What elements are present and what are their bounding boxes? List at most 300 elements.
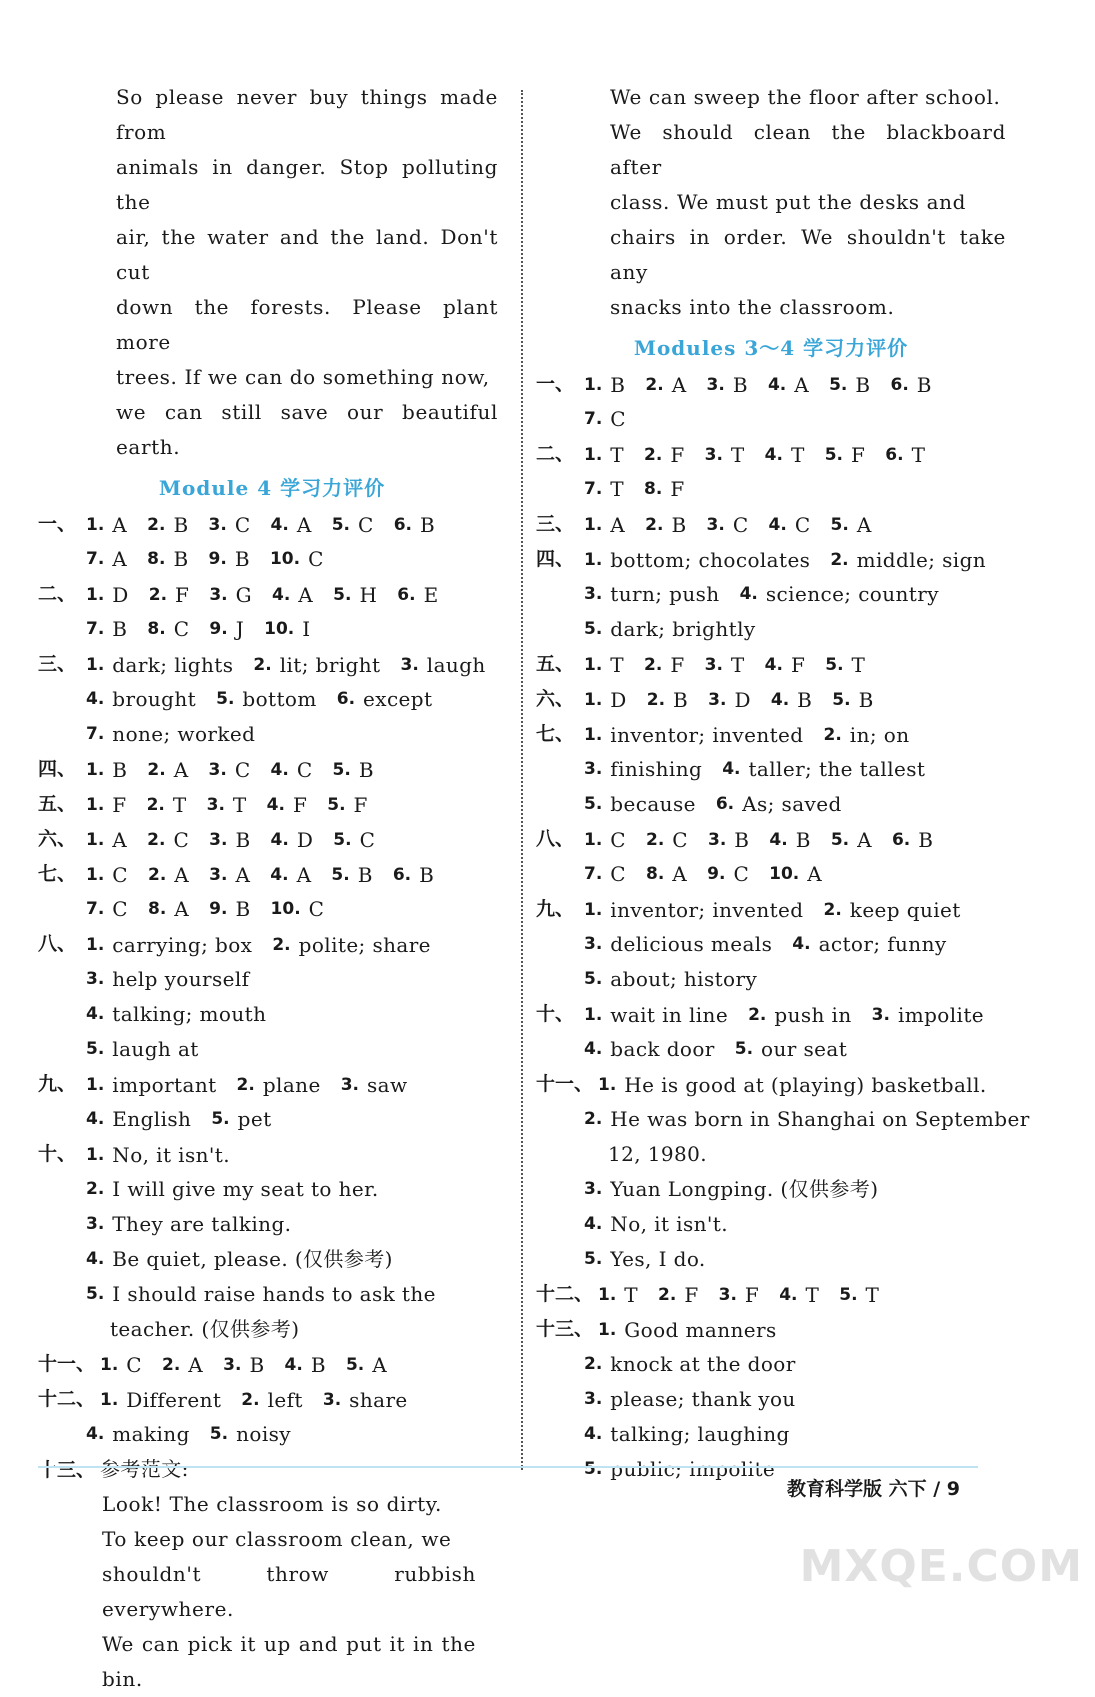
answer-items	[86, 753, 506, 788]
answer-items	[598, 1068, 1007, 1103]
answer-row	[536, 437, 1006, 472]
question-number: 3.	[86, 969, 105, 989]
section-number: 一、	[38, 513, 77, 535]
answer-row	[38, 1382, 506, 1417]
question-number: 2.	[646, 690, 666, 710]
page-footer: 教育科学版 六下 / 9	[786, 1478, 960, 1500]
question-number: 8.	[646, 864, 665, 884]
answer-text: saw	[366, 1073, 408, 1097]
answer-items	[584, 962, 1006, 997]
answer-items	[86, 1242, 506, 1277]
answer-text: J	[235, 617, 245, 641]
answer-text: Good manners	[624, 1318, 777, 1342]
column-divider	[521, 90, 523, 1470]
answer-row	[536, 892, 1006, 927]
question-number: 6.	[336, 689, 356, 709]
answer-text: T	[730, 653, 745, 677]
question-number: 4.	[584, 1214, 603, 1234]
answer-text: dark; brightly	[610, 617, 756, 641]
answer-row	[536, 1172, 1006, 1207]
answer-text: Yuan Longping. (仅供参考)	[610, 1177, 879, 1201]
answer-text: laugh at	[112, 1037, 199, 1061]
answer-items	[584, 648, 1006, 683]
question-number: 1.	[100, 1390, 119, 1410]
answer-text: knock at the door	[610, 1352, 796, 1376]
question-number: 5.	[332, 760, 351, 780]
answer-text: B	[112, 617, 128, 641]
question-number: 7.	[86, 724, 105, 744]
section-title-module-4: Module 4 学习力评价	[158, 476, 386, 500]
answer-items	[100, 1383, 506, 1418]
answer-items	[584, 683, 1006, 718]
answer-text: back door	[610, 1037, 715, 1061]
question-number: 3.	[584, 759, 603, 779]
answer-text: T	[610, 477, 625, 501]
section-number: 七、	[536, 723, 575, 745]
question-number: 5.	[327, 795, 346, 815]
text-line: We can pick it up and put it in the bin.	[102, 1632, 476, 1691]
answer-text: B	[671, 513, 687, 537]
answer-text: A	[671, 373, 687, 397]
answer-row	[38, 1452, 506, 1487]
answer-text: He is good at (playing) basketball.	[624, 1073, 987, 1097]
question-number: 2.	[147, 515, 166, 535]
question-number: 5.	[584, 969, 603, 989]
answer-text: please; thank you	[610, 1387, 796, 1411]
answer-row	[38, 542, 506, 577]
answer-items	[86, 508, 506, 543]
answer-continuation: teacher. (仅供参考)	[110, 1317, 300, 1341]
answer-row	[536, 752, 1006, 787]
question-number: 3.	[704, 445, 723, 465]
question-number: 7.	[86, 899, 105, 919]
question-number: 2.	[147, 760, 166, 780]
answer-text: brought	[112, 687, 197, 711]
answer-items	[584, 893, 1006, 928]
answer-text: plane	[262, 1073, 321, 1097]
answer-text: B	[234, 547, 250, 571]
answer-text: No, it isn't.	[112, 1143, 230, 1167]
section-number: 二、	[536, 443, 575, 465]
answer-items	[584, 998, 1006, 1033]
answer-text: B	[610, 373, 626, 397]
question-number: 4.	[779, 1285, 798, 1305]
question-number: 6.	[885, 445, 904, 465]
question-number: 3.	[584, 1179, 603, 1199]
question-number: 4.	[584, 1424, 603, 1444]
question-number: 5.	[839, 1285, 858, 1305]
question-number: 10.	[270, 899, 301, 919]
text-line: shouldn't throw rubbish everywhere.	[102, 1562, 476, 1621]
question-number: 2.	[147, 830, 166, 850]
answer-text: inventor; invented	[610, 723, 804, 747]
question-number: 5.	[584, 1249, 603, 1269]
question-number: 3.	[584, 1389, 603, 1409]
question-number: 4.	[270, 865, 289, 885]
answer-row	[38, 1137, 506, 1172]
question-number: 2.	[162, 1355, 181, 1375]
question-number: 7.	[584, 479, 603, 499]
answer-text: A	[857, 828, 872, 852]
answer-row	[38, 1067, 506, 1102]
question-number: 5.	[333, 830, 352, 850]
answer-row	[536, 857, 1006, 892]
answer-items	[584, 752, 1006, 787]
question-number: 4.	[266, 795, 285, 815]
question-number: 5.	[209, 1424, 229, 1444]
question-number: 1.	[86, 760, 105, 780]
question-number: 1.	[86, 865, 105, 885]
answer-row	[38, 962, 506, 997]
answer-row	[536, 822, 1006, 857]
question-number: 8.	[148, 899, 167, 919]
question-number: 5.	[331, 515, 350, 535]
question-number: 9.	[208, 549, 227, 569]
answer-row	[38, 1347, 506, 1382]
answer-text: He was born in Shanghai on September	[610, 1107, 1030, 1131]
answer-items	[86, 1172, 506, 1207]
answer-text: carrying; box	[112, 933, 253, 957]
question-number: 1.	[584, 690, 603, 710]
question-number: 1.	[584, 655, 603, 675]
question-number: 4.	[764, 445, 783, 465]
question-number: 2.	[658, 1285, 677, 1305]
answer-text: F	[851, 443, 866, 467]
answer-items	[86, 682, 506, 717]
answer-row	[38, 857, 506, 892]
section-number: 十、	[536, 1003, 575, 1025]
answer-items	[86, 648, 506, 683]
question-number: 5.	[734, 1039, 754, 1059]
answer-items	[86, 997, 506, 1032]
question-number: 5.	[345, 1355, 365, 1375]
left-column	[38, 80, 506, 1697]
answer-text: share	[349, 1388, 408, 1412]
answer-text: B	[673, 688, 689, 712]
answer-text: B	[235, 897, 251, 921]
answer-items	[584, 1242, 1006, 1277]
answer-text: A	[235, 863, 251, 887]
question-number: 1.	[584, 375, 603, 395]
question-number: 10.	[769, 864, 800, 884]
answer-text: G	[235, 583, 252, 607]
answer-text: turn; push	[610, 582, 720, 606]
answer-text: B	[797, 688, 813, 712]
question-number: 3.	[400, 655, 419, 675]
answer-text: A	[174, 897, 190, 921]
answer-text: C	[173, 828, 190, 852]
section-number: 四、	[38, 758, 77, 780]
section-number: 五、	[536, 653, 575, 675]
answer-row	[38, 787, 506, 822]
text-line: Look! The classroom is so dirty.	[102, 1492, 442, 1516]
question-number: 5.	[211, 1109, 230, 1129]
right-answer-list	[536, 367, 1030, 1487]
answer-text: laugh	[426, 653, 486, 677]
question-number: 3.	[871, 1005, 890, 1025]
question-number: 1.	[86, 1075, 105, 1095]
answer-text: inventor; invented	[610, 898, 804, 922]
question-number: 1.	[86, 655, 105, 675]
question-number: 1.	[584, 725, 603, 745]
answer-text: C	[359, 828, 376, 852]
answer-row	[536, 787, 1006, 822]
answer-text: talking; mouth	[112, 1002, 267, 1026]
question-number: 7.	[584, 864, 603, 884]
question-number: 2.	[748, 1005, 767, 1025]
answer-text: A	[112, 547, 128, 571]
answer-items	[86, 858, 506, 893]
answer-text: making	[112, 1422, 190, 1446]
answer-text: F	[670, 443, 685, 467]
answer-text: B	[734, 828, 750, 852]
answer-row	[536, 507, 1006, 542]
section-number: 十三、	[38, 1459, 96, 1481]
answer-row	[536, 1032, 1006, 1067]
answer-text: D	[112, 583, 129, 607]
answer-items	[584, 402, 1006, 437]
section-number: 二、	[38, 583, 77, 605]
answer-items	[86, 1138, 506, 1173]
answer-text: C	[610, 862, 626, 886]
answer-row	[38, 752, 506, 787]
answer-text: push in	[774, 1003, 852, 1027]
question-number: 9.	[209, 899, 228, 919]
answer-row	[536, 1207, 1006, 1242]
answer-text: A	[174, 863, 190, 887]
answer-items	[584, 1417, 1006, 1452]
answer-text: T	[805, 1283, 820, 1307]
question-number: 5.	[825, 655, 844, 675]
question-number: 2.	[241, 1390, 260, 1410]
answer-items	[598, 1313, 1006, 1348]
question-number: 4.	[270, 830, 289, 850]
answer-text: lit; bright	[279, 653, 381, 677]
right-column	[536, 80, 1030, 1487]
answer-text: Yes, I do.	[610, 1247, 706, 1271]
answer-text: help yourself	[112, 967, 250, 991]
answer-row	[536, 367, 1006, 402]
answer-text: delicious meals	[610, 932, 773, 956]
answer-continuation: 参考范文:	[100, 1457, 189, 1481]
answer-items	[584, 368, 1006, 403]
answer-text: impolite	[897, 1003, 985, 1027]
section-number: 一、	[536, 373, 575, 395]
answer-items	[100, 1348, 506, 1383]
question-number: 1.	[598, 1075, 617, 1095]
answer-items	[86, 1277, 506, 1312]
question-number: 6.	[715, 794, 735, 814]
answer-items	[584, 438, 1006, 473]
footer-rule	[38, 1466, 978, 1468]
answer-row	[38, 1032, 506, 1067]
answer-row	[536, 472, 1006, 507]
text-line: We can sweep the floor after school.	[610, 85, 1001, 109]
question-number: 2.	[86, 1179, 105, 1199]
question-number: 3.	[708, 830, 727, 850]
question-number: 6.	[890, 375, 909, 395]
answer-text: A	[298, 583, 314, 607]
answer-text: B	[173, 547, 189, 571]
answer-row	[38, 1312, 506, 1347]
answer-text: B	[358, 758, 374, 782]
answer-text: except	[363, 687, 433, 711]
answer-text: T	[865, 1283, 880, 1307]
answer-text: A	[173, 758, 189, 782]
answer-text: A	[188, 1353, 204, 1377]
left-essay-paragraph	[38, 1487, 506, 1697]
section-number: 七、	[38, 863, 77, 885]
answer-text: A	[672, 862, 688, 886]
question-number: 4.	[86, 1004, 105, 1024]
question-number: 7.	[86, 549, 105, 569]
answer-text: B	[858, 688, 874, 712]
question-number: 4.	[739, 584, 758, 604]
answer-text: left	[267, 1388, 303, 1412]
left-intro-paragraph	[38, 80, 506, 465]
answer-items	[584, 718, 1006, 753]
text-line: air, the water and the land. Don't cut	[116, 225, 498, 284]
question-number: 3.	[208, 515, 227, 535]
question-number: 3.	[584, 934, 603, 954]
answer-items	[86, 578, 506, 613]
question-number: 3.	[706, 375, 725, 395]
answer-text: D	[296, 828, 314, 852]
text-line: chairs in order. We shouldn't take any	[610, 225, 1006, 284]
question-number: 6.	[393, 515, 412, 535]
right-intro-paragraph	[536, 80, 1006, 325]
answer-text: A	[112, 513, 128, 537]
answer-text: C	[733, 862, 750, 886]
section-number: 十一、	[38, 1353, 96, 1375]
section-number: 十二、	[38, 1388, 96, 1410]
answer-text: C	[672, 828, 688, 852]
answer-items	[100, 1452, 506, 1487]
question-number: 1.	[86, 935, 105, 955]
section-number: 十一、	[536, 1073, 594, 1095]
question-number: 2.	[645, 515, 664, 535]
answer-text: B	[419, 513, 436, 537]
answer-text: B	[732, 373, 748, 397]
answer-row	[38, 1102, 506, 1137]
left-answer-list	[38, 507, 506, 1487]
question-number: 7.	[86, 619, 105, 639]
question-number: 4.	[86, 1109, 105, 1129]
question-number: 1.	[86, 1145, 105, 1165]
text-line: snacks into the classroom.	[610, 295, 895, 319]
question-number: 2.	[645, 375, 664, 395]
answer-items	[584, 1207, 1006, 1242]
question-number: 3.	[86, 1214, 105, 1234]
answer-row	[38, 927, 506, 962]
question-number: 4.	[770, 690, 790, 710]
answer-text: C	[308, 547, 324, 571]
answer-text: F	[684, 1283, 699, 1307]
answer-text: A	[794, 373, 810, 397]
answer-text: B	[916, 373, 932, 397]
question-number: 10.	[264, 619, 295, 639]
answer-text: F	[112, 793, 127, 817]
question-number: 10.	[269, 549, 301, 569]
answer-text: I should raise hands to ask the	[112, 1282, 436, 1306]
answer-text: middle; sign	[856, 548, 987, 572]
question-number: 1.	[598, 1285, 617, 1305]
answer-items	[86, 1207, 506, 1242]
answer-text: As; saved	[742, 792, 842, 816]
question-number: 2.	[644, 445, 663, 465]
answer-text: A	[296, 513, 312, 537]
question-number: 5.	[584, 1459, 603, 1479]
text-line: trees. If we can do something now,	[116, 365, 490, 389]
answer-items	[584, 1347, 1006, 1382]
question-number: 3.	[209, 830, 228, 850]
question-number: 5.	[584, 619, 603, 639]
answer-continuation: 12, 1980.	[608, 1142, 708, 1166]
question-number: 5.	[86, 1284, 105, 1304]
question-number: 2.	[148, 585, 168, 605]
answer-text: science; country	[765, 582, 939, 606]
section-number: 九、	[38, 1073, 77, 1095]
section-number: 十二、	[536, 1283, 594, 1305]
answer-items	[86, 612, 506, 647]
answer-text: F	[670, 477, 685, 501]
question-number: 3.	[209, 865, 228, 885]
text-line: class. We must put the desks and	[610, 190, 967, 214]
question-number: 1.	[584, 1005, 603, 1025]
answer-text: English	[112, 1107, 192, 1131]
answer-text: talking; laughing	[610, 1422, 790, 1446]
answer-text: B	[357, 863, 373, 887]
answer-items	[584, 612, 1006, 647]
question-number: 3.	[322, 1390, 342, 1410]
question-number: 1.	[100, 1355, 119, 1375]
answer-items	[86, 542, 506, 577]
question-number: 2.	[646, 830, 665, 850]
answer-row	[38, 1242, 506, 1277]
answer-row	[536, 612, 1006, 647]
question-number: 4.	[769, 830, 788, 850]
answer-row	[38, 1207, 506, 1242]
answer-text: C	[112, 897, 128, 921]
answer-text: none; worked	[112, 722, 256, 746]
answer-text: public; impolite	[610, 1457, 776, 1481]
answer-text: H	[359, 583, 378, 607]
question-number: 4.	[272, 585, 291, 605]
text-line: To keep our classroom clean, we	[102, 1527, 452, 1551]
watermark-logo: MXQE.COM	[799, 1541, 1083, 1592]
question-number: 5.	[333, 585, 352, 605]
answer-text: F	[790, 653, 806, 677]
question-number: 3.	[208, 760, 227, 780]
question-number: 4.	[284, 1355, 303, 1375]
answer-row	[38, 997, 506, 1032]
answer-row	[536, 1067, 1006, 1102]
section-number: 六、	[38, 828, 77, 850]
answer-text: B	[795, 828, 811, 852]
section-number: 三、	[38, 653, 77, 675]
question-number: 3.	[206, 795, 225, 815]
answer-row	[536, 682, 1006, 717]
answer-text: F	[353, 793, 368, 817]
text-line: we can still save our beautiful earth.	[116, 400, 498, 459]
answer-text: They are talking.	[112, 1212, 292, 1236]
answer-row	[38, 717, 506, 752]
answer-row	[536, 997, 1006, 1032]
answer-text: I	[302, 617, 311, 641]
answer-text: A	[856, 513, 872, 537]
question-number: 5.	[830, 830, 850, 850]
answer-text: B	[918, 828, 934, 852]
